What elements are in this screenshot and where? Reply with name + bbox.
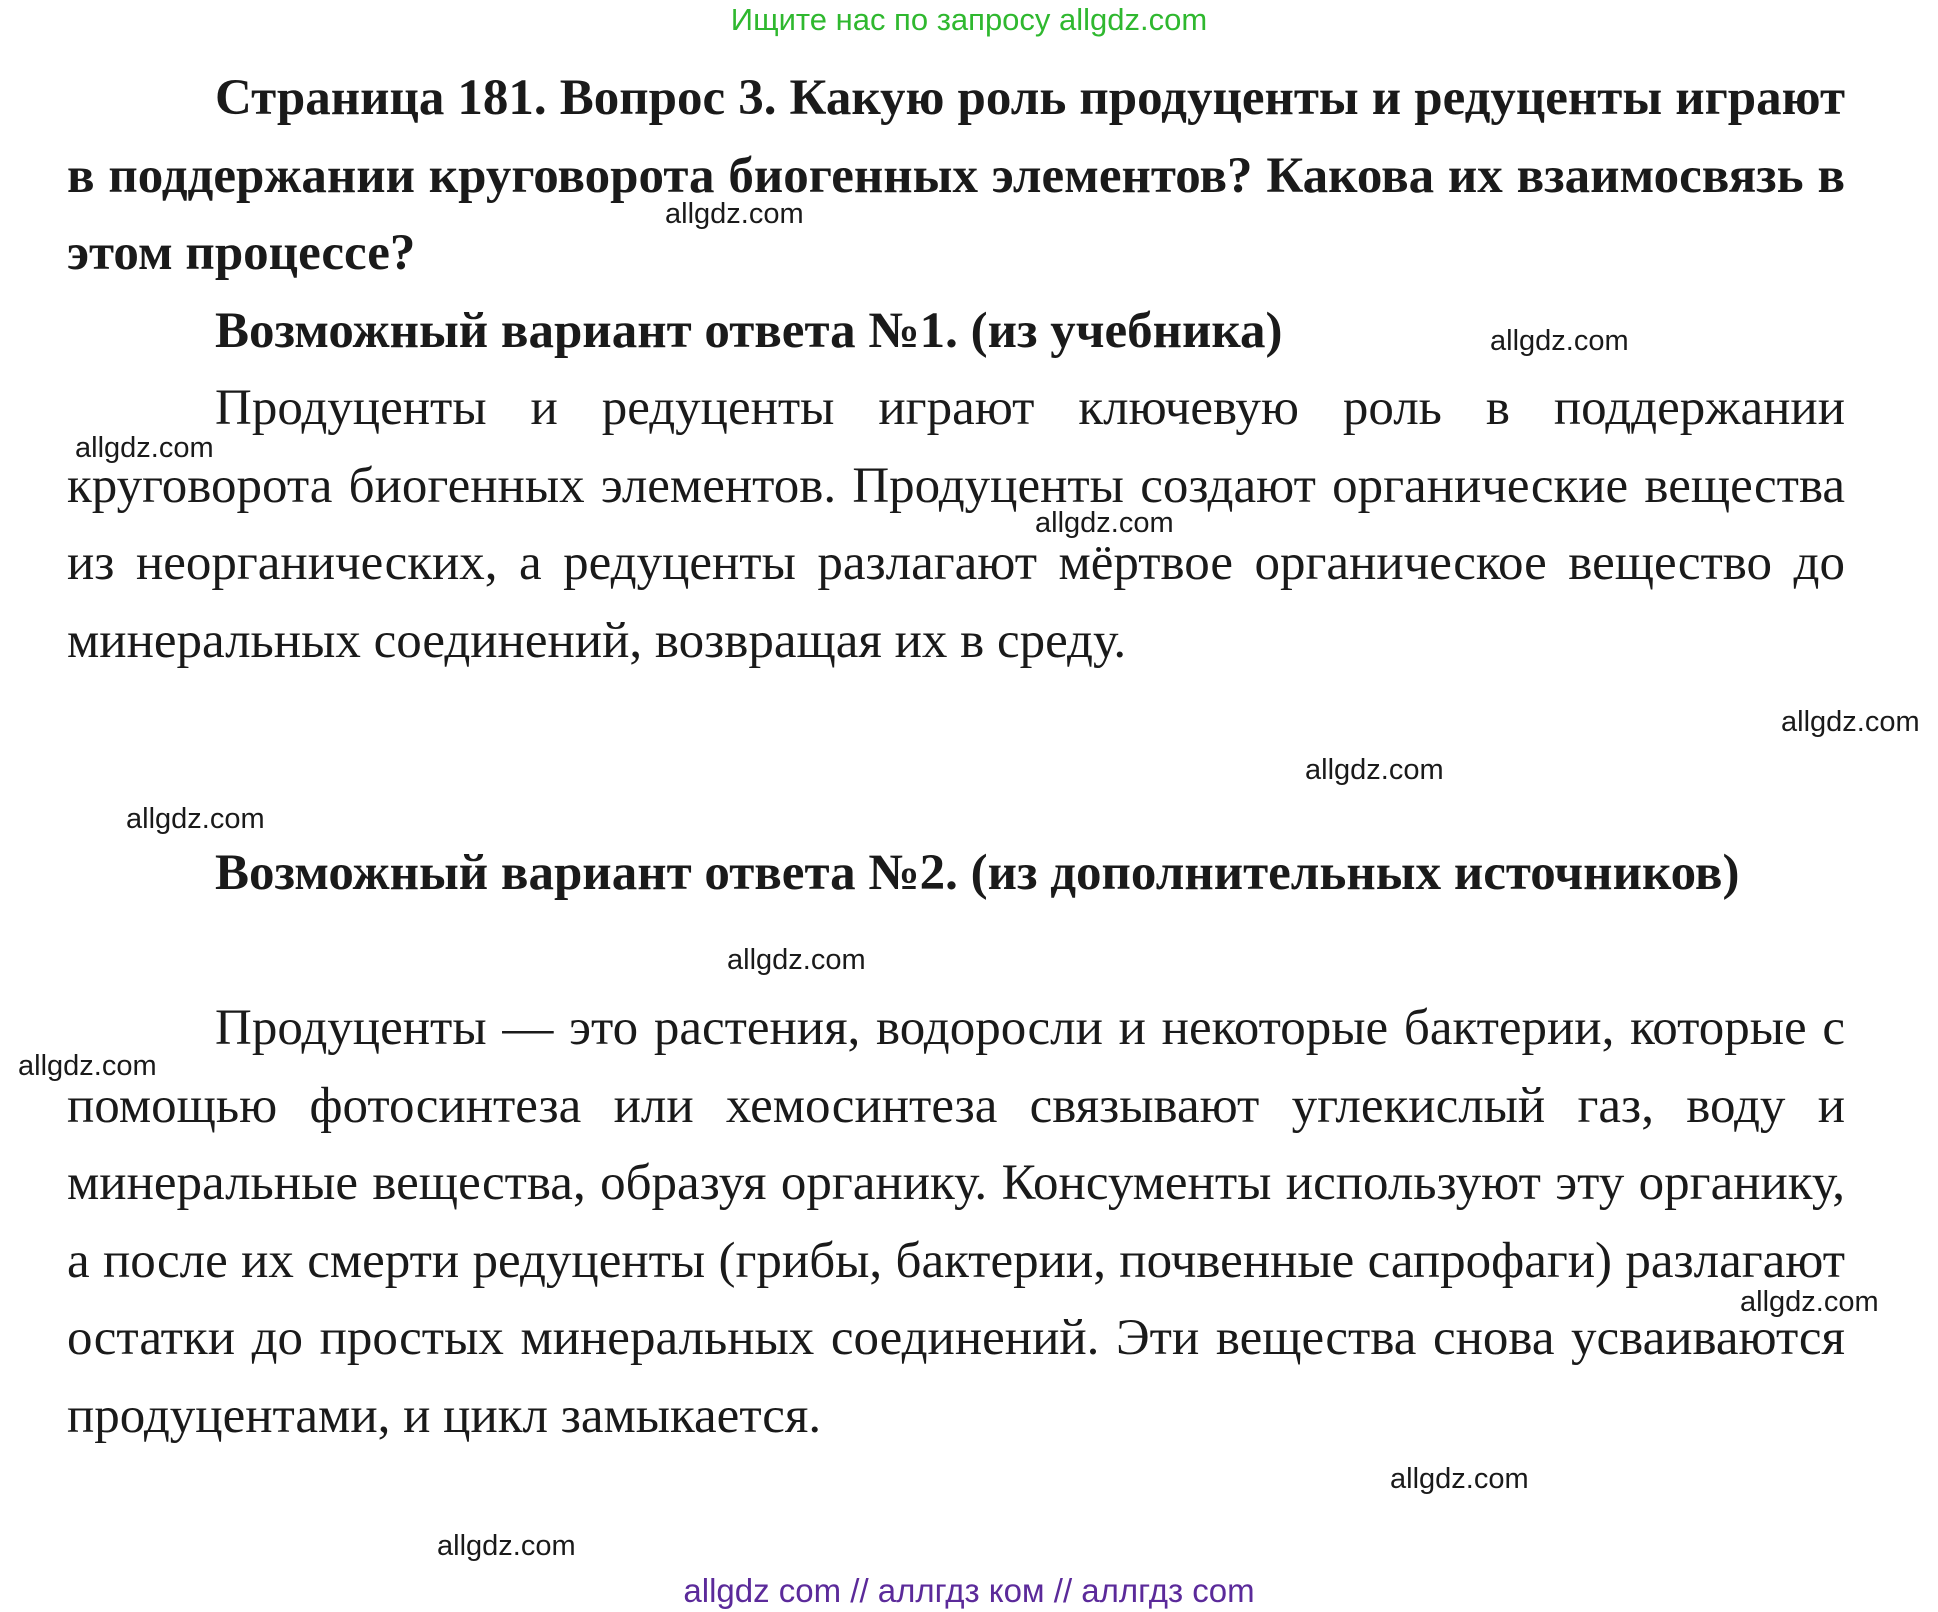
watermark: allgdz.com	[1781, 706, 1920, 738]
watermark: allgdz.com	[727, 944, 866, 976]
watermark: allgdz.com	[1035, 507, 1174, 539]
answer-2-text: Продуценты — это растения, водоросли и некоторые бактерии, которые с помощью фотосинтеза или хемосинтеза связывают углекислый газ, воду и минеральные вещества, образуя органику. Консументы используют эту органику, а после их смерти редуценты (грибы, бактерии, почвенные сапрофаги) разлагают остатки до простых минеральных соединений. Эти вещества снова усваиваются продуцентами, и цикл замыкается.	[67, 1000, 1845, 1444]
watermark: allgdz.com	[1490, 325, 1629, 357]
watermark: allgdz.com	[1740, 1286, 1879, 1318]
answer-1-heading: Возможный вариант ответа №1. (из учебника)	[215, 303, 1283, 359]
watermark: allgdz.com	[1390, 1463, 1529, 1495]
watermark: allgdz.com	[75, 432, 214, 464]
question-title: Страница 181. Вопрос 3. Какую роль продуценты и редуценты играют в поддержании круговорота биогенных элементов? Какова их взаимосвязь в этом процессе?	[67, 70, 1845, 281]
answer-1-text: Продуценты и редуценты играют ключевую роль в поддержании круговорота биогенных элементов. Продуценты создают органические вещества из неорганических, а редуценты разлагают мёртвое органическое вещество до минеральных соединений, возвращая их в среду.	[67, 380, 1845, 669]
watermark: allgdz.com	[126, 803, 265, 835]
top-banner[interactable]: Ищите нас по запросу allgdz.com	[730, 2, 1208, 37]
watermark: allgdz.com	[437, 1530, 576, 1562]
watermark: allgdz.com	[18, 1050, 157, 1082]
watermark: allgdz.com	[1305, 754, 1444, 786]
watermark: allgdz.com	[665, 198, 804, 230]
answer-2-heading: Возможный вариант ответа №2. (из дополнительных источников)	[215, 845, 1740, 901]
bottom-banner[interactable]: allgdz com // аллгдз ком // аллгдз com	[683, 1572, 1255, 1609]
